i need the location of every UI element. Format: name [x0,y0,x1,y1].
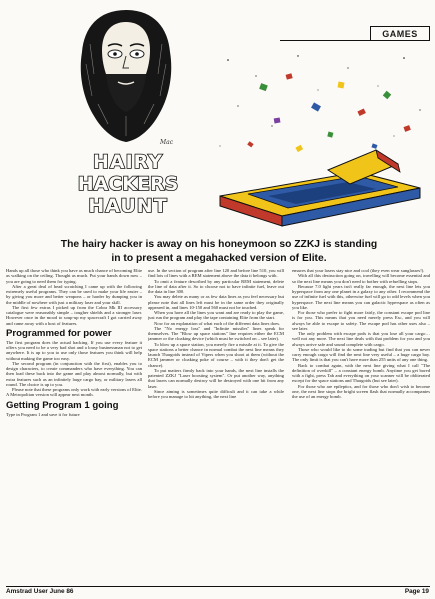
col1-paragraph: The first few extras I picked up from the Cobra Mk III accessory catalogue were reasonably simple – tougher shields and a stronger laser. However once in the mood to soup-up my spacecraft I got carried away and came away with a host of features. [6,304,142,326]
footer-publication: Amstrad User June 86 [6,588,74,595]
col2-paragraph: To omit a feature described by any particular REM statement, delete the line of data after it. So to choose not to have infinite fuel, leave out the data in line 300. [148,278,284,294]
col1-paragraph: Please note that these programs only work with early versions of Elite. A Metropolitan version will appear next month. [6,387,142,398]
section-badge [370,26,430,41]
debris-blocks [247,73,411,152]
col3-paragraph: For those who prefer to fight more fairly, the constant escape pod line is for you. This means that you need merely press Esc, and you will always be able to escape to safety. The escape pod has other uses also – see later. [292,310,430,331]
col2-paragraph: Since aiming is sometimes quite difficult and it can take a while before you manage to hit anything, the next line [148,388,284,399]
title-line-2: HACKERS [77,173,179,195]
col1-paragraph: The second program (in conjunction with the first), enables you to design characters, to create commanders who have everything. You can then load these back into the game and play almost normally, but with extra features such as an infinitely large cargo bay, or military lasers all round. The choice is up to you. [6,360,142,387]
column-3 [292,268,430,586]
standfirst: The hairy hacker is away on his honeymoon so ZZKJ is standing in to present a megahacked version of Elite. [60,239,378,264]
footer-rule [6,586,430,587]
col1-paragraph: Type in Program 1 and save it for future [6,411,80,417]
hacker-caricature [68,4,184,154]
footer-page-number: Page 19 [404,588,429,595]
title-line-3: HAUNT [88,195,168,217]
col3-paragraph: Back to combat again, with the next line giving what I call "The definition of overkill" – a constant energy bomb. Anytime you get bored with a fight, press Tab and everything on your scanner will be obliterated except for the space stations and Thargoids (but see later). [292,362,430,384]
subheading-programmed-for-power: Programmed for power [6,327,112,339]
space-station-illustration [208,46,432,236]
col2-paragraph: use. In the section of program after line 120 and before line 510, you will find lots of lines with a REM statement above the data it belongs with. [148,268,284,279]
artist-signature: Mac [160,139,174,146]
title-art [64,148,192,218]
section-label: GAMES [382,28,418,39]
column-2 [148,268,284,586]
col2-paragraph: To put matters firmly back into your hands, the next line installs the patented ZZKJ "Laser boosting system". Or put another way, anything that lasers can normally destroy will be destroyed with one hit from any laser. [148,367,284,389]
col2-paragraph: Now for an explanation of what each of the different data lines does. [154,320,281,326]
col2-paragraph: To blow up a space station, you merely fire a missile at it. To give the space stations a better chance in normal combat the next line means they launch Thargoids instead of Vipers when you shoot at them (without the ECM jammer or cloaking poke of course – with it they don't get the chance). [148,341,284,368]
col3-paragraph: ensures that your lasers stay nice and cool (they even wear sunglasses!). [292,268,425,273]
column-1 [6,268,142,586]
title-line-1: HAIRY [92,151,164,173]
col3-paragraph: The only problem with escape pods is that you lose all your cargo… well not any more. The next line deals with that problem for you and you always arrive safe and sound complete with cargo. [292,331,430,347]
col2-paragraph: When you have all the lines you want and are ready to play the game, just run the program and play the tape containing Elite from the start. [148,310,284,321]
col3-paragraph: With all this destruction going on, travelling will become essential and so the next line means you don't need to bother with refuelling stops. [292,273,430,284]
col3-paragraph: Because 7.0 light years isn't really far enough, the next line lets you hyperspace from any one planet in a galaxy to any other. I recommend the use of infinite fuel with this, otherwise fuel will go to odd levels when you hyperspace. The next line means you can galactic hyperspace as often as you like. [292,283,430,310]
starfield [220,55,421,146]
col3-paragraph: For those who are epileptics, and for those who don't wish to become one, the next line stops the bright screen flash that normally accompanies the use of an energy bomb. [292,383,430,399]
col2-paragraph: The "No energy loss" and "Infinite missiles" lines speak for themselves. The "Blow up space stations" line requires either the ECM jammer or the cloaking device (which must be switched on – see later). [148,325,284,342]
col2-paragraph: You may delete as many or as few data lines as you feel necessary but please note that all lines left must be in the same order they originally appeared in, and lines 10-150 and 560 must not be touched. [148,294,284,310]
space-station [220,150,420,226]
badge-rule [280,40,430,41]
col1-paragraph: After a great deal of head scratching I came up with the following extremely useful programs. They can be used to make your life easier – by giving you more and better weapons – or harder by dumping you in the middle of nowhere with just a military laser and your skill. [6,283,142,305]
col3-paragraph: Those who would like to do some trading but find that you can never carry enough cargo will find the next line very useful – a huge cargo bay. The only limit is that you can't have more than 255 units of any one thing. [292,346,430,363]
col1-paragraph: Hands up all those who think you have as much chance of becoming Elite as walking on the ceiling. Thought as much. Put your hands down now – you are going to need them for typing. [6,268,142,284]
subheading-getting-program-1: Getting Program 1 going [6,399,119,411]
col1-paragraph: The first program does the actual hacking. If you use every feature it offers you need to be a very bad shot and a lousy businessman not to get anywhere. It is up to you to use only those features you think will help without making the game too easy. [6,339,142,361]
